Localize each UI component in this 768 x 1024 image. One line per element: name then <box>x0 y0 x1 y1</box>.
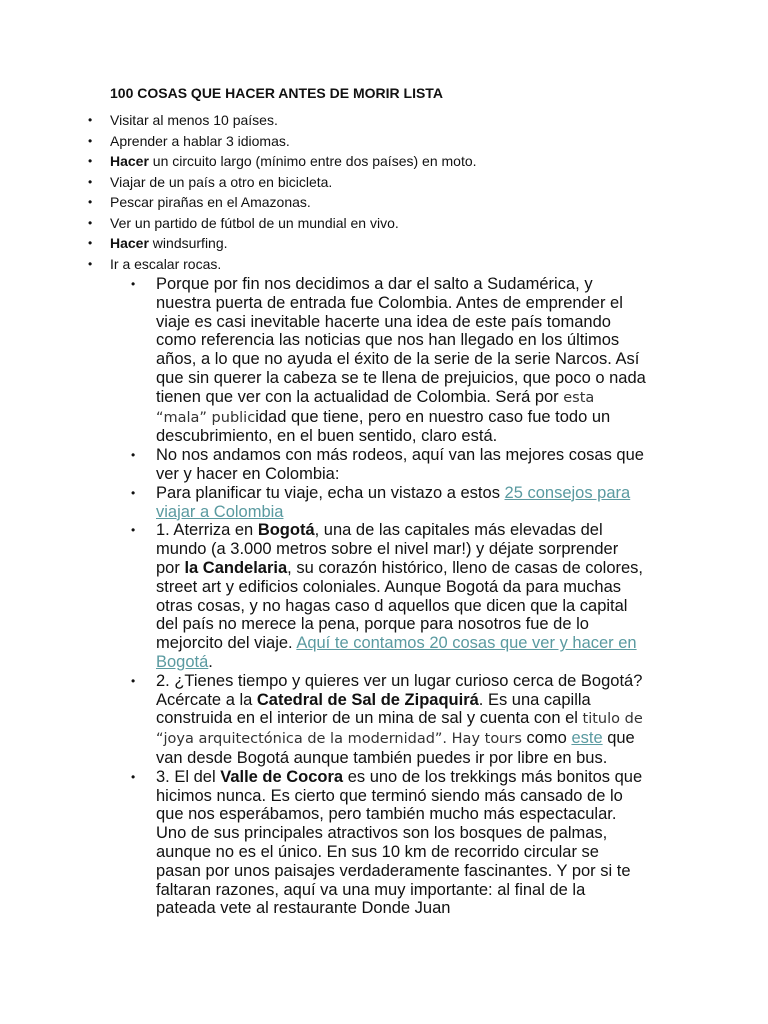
list-item <box>88 131 728 152</box>
item-text: Visitar al menos 10 países. <box>110 112 278 128</box>
item-text: Aprender a hablar 3 idiomas. <box>110 132 290 149</box>
cocora-bold: Valle de Cocora <box>220 767 344 786</box>
page-title: 100 COSAS QUE HACER ANTES DE MORIR LISTA <box>110 85 443 101</box>
item-text: . <box>208 652 213 671</box>
item-text: 3. El del <box>156 767 221 786</box>
item-text: que van desde Bogotá aunque también puedes ir por libre en bus. <box>156 729 635 767</box>
list-item <box>88 192 728 213</box>
long-bullet-list <box>131 275 646 918</box>
item-text: Viajar de un país a otro en bicicleta. <box>110 173 333 190</box>
intro-small-text: esta “mala” public <box>156 389 595 426</box>
item-text: windsurfing. <box>148 235 228 251</box>
list-item-rodeos <box>131 446 646 484</box>
list-item-plan <box>131 484 646 522</box>
item-text: es uno de los trekkings más bonitos que hicimos nunca. Es cierto que terminó siendo más cansado de lo que nos esperábamos, pero también mucho más espectacular. Uno de sus principales atractivos son los bosques de palmas, aunque no es el único. En sus 10 km de recorrido circular se pasan por unos paisajes verdaderamente fascinantes. Y por si te faltaran razones, aquí va una muy importante: al final de la pateada vete al restaurante Donde Juan <box>156 767 643 918</box>
tours-link[interactable]: este <box>571 729 603 748</box>
rodeos-text: No nos andamos con más rodeos, aquí van las mejores cosas que ver y hacer en Colombia: <box>156 446 644 483</box>
bogota-link[interactable]: Aquí te contamos 20 cosas que ver y hacer en Bogotá <box>156 634 637 671</box>
item-text: un circuito largo (mínimo entre dos países) en moto. <box>148 153 477 169</box>
list-item <box>88 172 728 193</box>
item-text: . Es una capilla construida en el interior de un mina de sal y cuenta con el <box>156 690 591 728</box>
item-text: , una de las capitales más elevadas del mundo (a 3.000 metros sobre el nivel mar!) y déjate sorprender por <box>156 521 619 577</box>
intro-text-end: idad que tiene, pero en nuestro caso fue todo un descubrimiento, en el buen sentido, claro está. <box>156 407 611 446</box>
item-bold-text: Hacer <box>110 235 149 251</box>
list-item-zipaquira <box>131 672 646 768</box>
list-item-bogota <box>131 521 646 671</box>
candelaria-bold: la Candelaria <box>184 558 288 577</box>
list-item <box>88 151 728 172</box>
bogota-bold: Bogotá <box>257 521 315 540</box>
catedral-bold: Catedral de Sal de Zipaquirá <box>256 690 479 709</box>
short-bullet-list <box>88 110 728 274</box>
list-item <box>88 213 728 234</box>
consejos-link[interactable]: 25 consejos para viajar a Colombia <box>156 483 631 521</box>
item-text: como <box>521 729 572 748</box>
item-text: 2. ¿Tienes tiempo y quieres ver un lugar curioso cerca de Bogotá? Acércate a la <box>156 671 643 709</box>
intro-text: Porque por fin nos decidimos a dar el salto a Sudamérica, y nuestra puerta de entrada fue Colombia. Antes de emprender el viaje es casi inevitable hacerte una idea de este país tomando como referencia las noticias que nos han llegado en los últimos años, a lo que no ayuda el éxito de la serie de la serie Narcos. Así que sin querer la cabeza se te llena de prejuicios, que poco o nada tienen que ver con la actualidad de Colombia. Será por <box>156 275 646 406</box>
plan-text: Para planificar tu viaje, echa un vistazo a estos <box>156 483 505 502</box>
item-text: , su corazón histórico, lleno de casas de colores, street art y edificios coloniales. Aunque Bogotá da para muchas otras cosas, y no hagas caso d aquellos que dicen que la capital del país no merece la pena, porque para nosotros fue de lo mejorcito del viaje. <box>156 558 644 653</box>
item-text: Pescar pirañas en el Amazonas. <box>110 194 311 210</box>
list-item <box>88 233 728 254</box>
joya-small-text: titulo de “joya arquitectónica de la modernidad”. Hay tours <box>156 711 643 748</box>
item-text: Ir a escalar rocas. <box>110 255 222 272</box>
item-text: 1. Aterriza en <box>156 521 258 540</box>
list-item <box>88 110 728 131</box>
item-bold-text: Hacer <box>110 153 149 169</box>
list-item-intro <box>131 275 646 446</box>
list-item-cocora <box>131 768 646 918</box>
item-text: Ver un partido de fútbol de un mundial en vivo. <box>110 214 399 231</box>
list-item <box>88 254 728 275</box>
